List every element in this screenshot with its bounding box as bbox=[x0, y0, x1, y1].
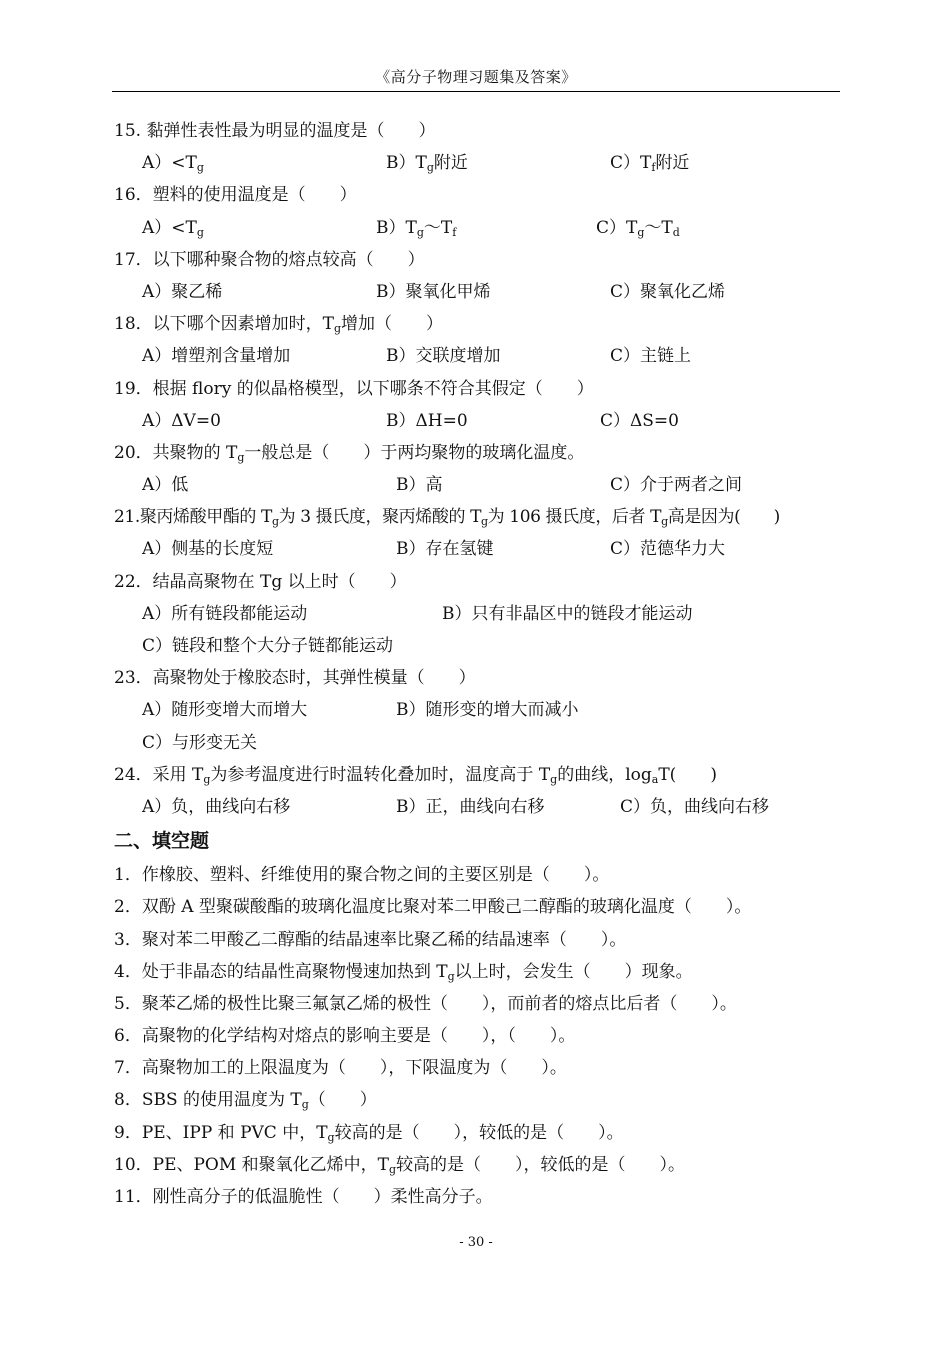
option-a: A）低 bbox=[142, 475, 189, 496]
fill-item-4: 4．处于非晶态的结晶性高聚物慢速加热到 $T_g$以上时，会发生（ ）现象。 bbox=[114, 961, 693, 983]
fill-item-8: 8．SBS 的使用温度为 $T_g$（ ） bbox=[114, 1090, 377, 1112]
option-b: B）存在氢键 bbox=[396, 539, 494, 560]
option-c: C）链段和整个大分子链都能运动 bbox=[142, 636, 394, 656]
fill-item-6: 6．高聚物的化学结构对熔点的影响主要是（ ），（ ）。 bbox=[114, 1026, 576, 1047]
page-content bbox=[114, 115, 844, 1213]
option-c: C）主链上 bbox=[610, 346, 692, 367]
option-b: B）聚氧化甲烯 bbox=[376, 281, 491, 302]
question-17 bbox=[114, 244, 844, 276]
question-18-options bbox=[114, 340, 844, 372]
question-15-options bbox=[114, 147, 844, 179]
question-15 bbox=[114, 115, 844, 147]
question-stem: 23．高聚物处于橡胶态时，其弹性模量（ ） bbox=[114, 668, 476, 689]
page-number: - 30 - bbox=[459, 1235, 493, 1250]
option-b: B）ΔH=0 bbox=[386, 410, 468, 431]
option-a: A）随形变增大而增大 bbox=[142, 700, 308, 721]
question-23-options bbox=[114, 694, 844, 726]
question-stem: 24．采用 $T_g$为参考温度进行时温转化叠加时，温度高于 $T_g$的曲线，$\log_aT$( ) bbox=[114, 764, 717, 786]
fill-item-11: 11．刚性高分子的低温脆性（ ）柔性高分子。 bbox=[114, 1187, 493, 1207]
fill-item-2: 2．双酚 A 型聚碳酸酯的玻璃化温度比聚对苯二甲酸己二醇酯的玻璃化温度（ ）。 bbox=[114, 897, 752, 918]
fill-item-7: 7．高聚物加工的上限温度为（ ），下限温度为（ ）。 bbox=[114, 1058, 567, 1079]
question-20 bbox=[114, 437, 844, 469]
option-b: B）交联度增加 bbox=[386, 346, 501, 367]
question-17-options bbox=[114, 276, 844, 308]
question-22-options bbox=[114, 598, 844, 630]
fill-item-5: 5．聚苯乙烯的极性比聚三氟氯乙烯的极性（ ），而前者的熔点比后者（ ）。 bbox=[114, 993, 737, 1014]
question-22-options-2 bbox=[114, 630, 844, 662]
question-stem: 18．以下哪个因素增加时，$T_g$增加（ ） bbox=[114, 314, 444, 336]
option-a: A）负，曲线向右移 bbox=[142, 796, 291, 817]
question-stem: 22．结晶高聚物在 Tg 以上时（ ） bbox=[114, 571, 407, 592]
option-b: $B)T_g\sim T_f$ bbox=[376, 217, 457, 239]
option-a: A）聚乙稀 bbox=[142, 281, 223, 302]
option-b: B）随形变的增大而减小 bbox=[396, 700, 579, 721]
question-20-options bbox=[114, 469, 844, 501]
option-a: A）所有链段都能运动 bbox=[142, 603, 308, 624]
option-a: $A)<T_g$ bbox=[142, 217, 204, 239]
option-c: C）介于两者之间 bbox=[610, 475, 743, 496]
option-b: B）只有非晶区中的链段才能运动 bbox=[442, 603, 693, 624]
question-stem: 19．根据 flory 的似晶格模型，以下哪条不符合其假定（ ） bbox=[114, 378, 594, 399]
question-23 bbox=[114, 662, 844, 694]
option-b: B）正，曲线向右移 bbox=[396, 796, 545, 817]
option-a: A）ΔV=0 bbox=[142, 410, 221, 431]
question-23-options-2 bbox=[114, 727, 844, 759]
question-21-options bbox=[114, 533, 844, 565]
running-header: 《高分子物理习题集及答案》 bbox=[375, 68, 577, 86]
question-19-options bbox=[114, 405, 844, 437]
question-stem: 21.聚丙烯酸甲酯的 $T_g$为 3 摄氏度，聚丙烯酸的 $T_g$为 106 摄氏度，后者 $T_g$高是因为( ) bbox=[114, 507, 780, 529]
fill-item-9: 9．PE、IPP 和 PVC 中，$T_g$较高的是（ ），较低的是（ ）。 bbox=[114, 1122, 624, 1144]
option-c: C）聚氧化乙烯 bbox=[610, 281, 726, 302]
option-b: $B)T_g$附近 bbox=[386, 153, 468, 175]
option-a: A）侧基的长度短 bbox=[142, 539, 274, 560]
option-a: A）增塑剂含量增加 bbox=[142, 346, 291, 367]
option-c: $C)T_f$附近 bbox=[610, 153, 690, 175]
fill-item-3: 3．聚对苯二甲酸乙二醇酯的结晶速率比聚乙稀的结晶速率（ ）。 bbox=[114, 929, 627, 950]
question-24 bbox=[114, 759, 844, 791]
question-18 bbox=[114, 308, 844, 340]
section-heading: 二、填空题 bbox=[114, 830, 210, 853]
question-19 bbox=[114, 373, 844, 405]
option-c: C）范德华力大 bbox=[610, 539, 726, 560]
question-stem: 20．共聚物的 $T_g$一般总是（ ）于两均聚物的玻璃化温度。 bbox=[114, 442, 585, 464]
option-b: B）高 bbox=[396, 475, 443, 496]
question-stem: 15. 黏弹性表性最为明显的温度是（ ） bbox=[114, 121, 436, 141]
question-16-options bbox=[114, 212, 844, 244]
fill-item-1: 1．作橡胶、塑料、纤维使用的聚合物之间的主要区别是（ ）。 bbox=[114, 865, 610, 886]
question-stem: 17．以下哪种聚合物的熔点较高（ ） bbox=[114, 249, 425, 270]
question-16 bbox=[114, 179, 844, 211]
option-c: $C)T_g\sim T_d$ bbox=[596, 217, 680, 239]
option-a: $A)<T_g$ bbox=[142, 153, 204, 175]
question-22 bbox=[114, 566, 844, 598]
option-c: C）负，曲线向右移 bbox=[620, 796, 770, 817]
fill-item-10: 10．PE、POM 和聚氧化乙烯中，$T_g$较高的是（ ），较低的是（ ）。 bbox=[114, 1154, 686, 1176]
question-24-options bbox=[114, 791, 844, 823]
header-rule bbox=[112, 91, 840, 92]
question-21 bbox=[114, 501, 844, 533]
option-c: C）ΔS=0 bbox=[600, 410, 679, 431]
question-stem: 16．塑料的使用温度是（ ） bbox=[114, 185, 357, 206]
option-c: C）与形变无关 bbox=[142, 732, 258, 753]
